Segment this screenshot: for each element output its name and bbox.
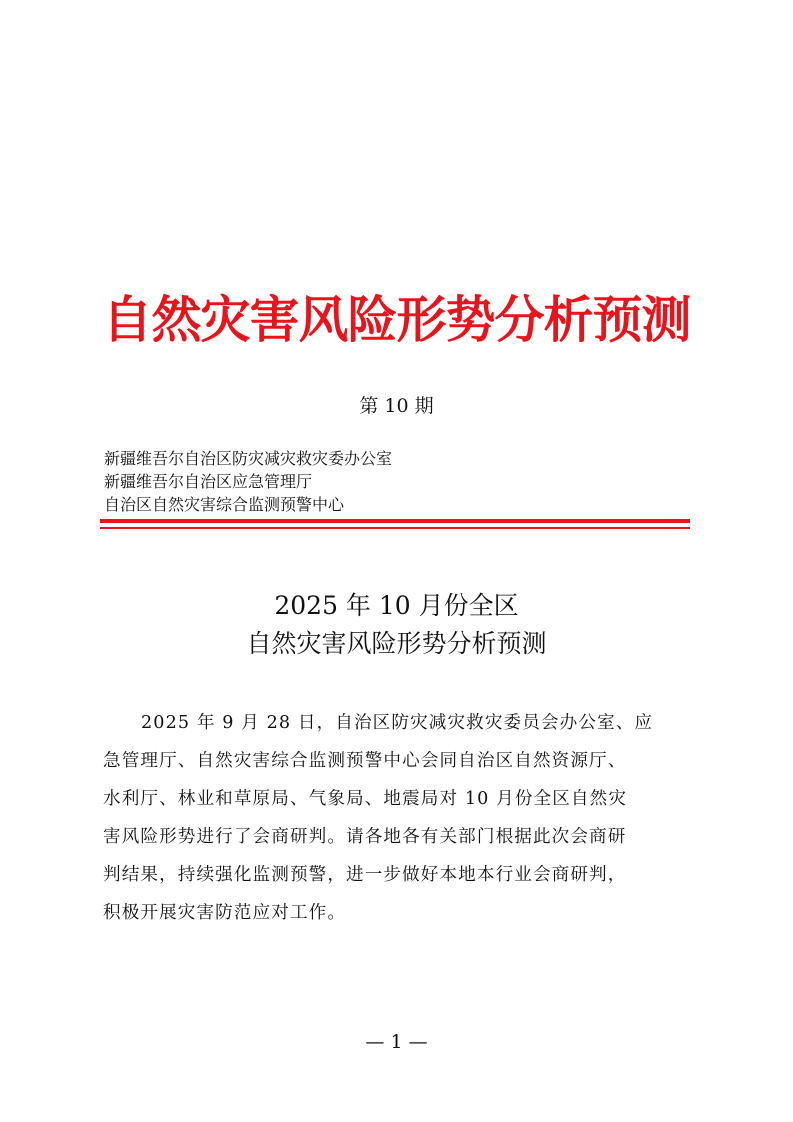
document-title: [0, 587, 793, 663]
body-line: 水利厅、林业和草原局、气象局、地震局对 10 月份全区自然灾: [103, 789, 628, 809]
issuer-line: 新疆维吾尔自治区应急管理厅: [104, 472, 313, 491]
red-divider-thin: [100, 527, 690, 529]
title-line: 2025 年 10 月份全区: [274, 591, 519, 620]
body-line: 积极开展灾害防范应对工作。: [103, 903, 347, 923]
masthead-title: 自然灾害风险形势分析预测: [102, 291, 691, 349]
issuer-block: [104, 447, 392, 516]
issue-number: 第 10 期: [359, 395, 434, 417]
red-divider-thick: [100, 519, 690, 523]
body-line: 急管理厅、自然灾害综合监测预警中心会同自治区自然资源厅、: [103, 751, 627, 771]
body-line: 害风险形势进行了会商研判。请各地各有关部门根据此次会商研: [103, 827, 627, 847]
issuer-line: 自治区自然灾害综合监测预警中心: [104, 495, 345, 514]
body-line: 2025 年 9 月 28 日，自治区防灾减灾救灾委员会办公室、应: [141, 713, 654, 733]
title-line: 自然灾害风险形势分析预测: [246, 629, 547, 658]
page-number: — 1 —: [365, 1031, 428, 1053]
body-line: 判结果，持续强化监测预警，进一步做好本地本行业会商研判，: [103, 865, 627, 885]
issuer-line: 新疆维吾尔自治区防灾减灾救灾委办公室: [104, 449, 393, 468]
body-paragraph: [103, 704, 693, 932]
